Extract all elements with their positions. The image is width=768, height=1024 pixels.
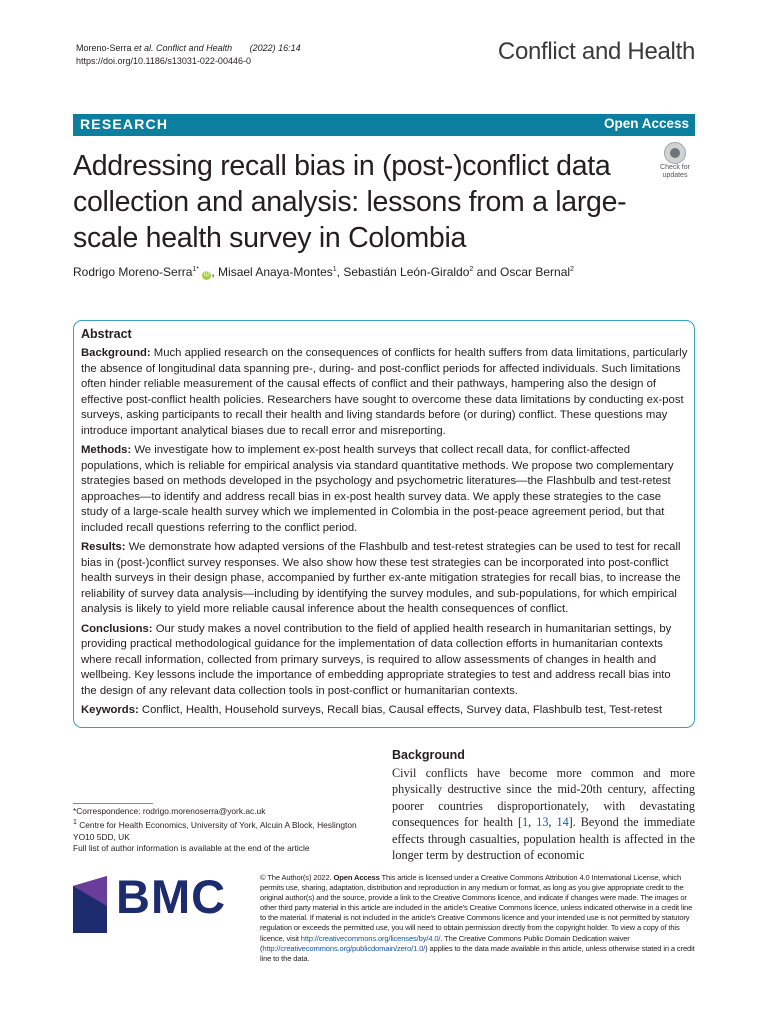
background-heading: Background — [392, 748, 465, 762]
check-updates-line1: Check for — [660, 164, 690, 171]
author-2-affil: 1 — [332, 266, 337, 273]
license-text-b: . The Creative Commons Public Domain Dedication waiver ( — [260, 933, 630, 953]
journal-name: Conflict and Health — [497, 38, 695, 65]
section-label: RESEARCH — [80, 116, 169, 132]
doi-link[interactable]: https://doi.org/10.1186/s13031-022-00446-0 — [76, 56, 251, 66]
license-open-access: Open Access — [333, 873, 380, 882]
citation-link-1[interactable]: 1 — [522, 815, 529, 830]
check-updates-text — [652, 164, 698, 180]
abstract-heading: Abstract — [81, 327, 132, 341]
check-for-updates-button[interactable] — [652, 140, 698, 182]
abstract-body — [81, 346, 688, 723]
bmc-logo-text: BMC — [116, 870, 227, 923]
methods-label: Methods: — [81, 444, 132, 456]
citation-year: (2022) 16:14 — [249, 43, 301, 53]
bmc-logo-icon — [73, 876, 107, 933]
background-text: Much applied research on the consequences of conflicts for health suffers from data limitations, particularly the absence of longitudinal data spanning pre-, during- and post-conflict periods for affected individuals. Such limitations often hinder reliable measurement of the causal effects of conflict and their pathways, hampering also the design of effective post-conflict health policies. Researchers have sought to overcome these data limitations by conducting ex-post surveys, asking participants to recall their health and living standards before (or during) conflict. These questions may introduce important analytical biases due to recall error and misreporting. — [81, 347, 688, 437]
affiliation-text: Centre for Health Economics, University of York, Alcuin A Block, Heslington YO10 5DD, UK — [73, 820, 357, 842]
author-4-affil: 2 — [570, 266, 574, 273]
background-paragraph — [392, 765, 695, 863]
affiliation-sup: 1 — [73, 819, 77, 827]
citation-line — [76, 42, 301, 55]
author-3-affil: 2 — [469, 266, 474, 273]
article-title: Addressing recall bias in (post-)conflict data collection and analysis: lessons from a large-scale health survey in Colombia — [73, 150, 627, 254]
abstract-keywords — [81, 703, 688, 719]
methods-text: We investigate how to implement ex-post health surveys that collect recall data, for conflict-affected populations, which is reliable for empirical analysis via standard quantitative methods. We propose two complementary strategies based on methods developed in the psychology and psychometric literatures—the Flashbulb and test-retest approaches—to identify and address recall bias in ex-post health survey data. We apply these strategies to the case study of a large-scale health survey which we implemented in Colombia in the post-peace agreement period, but that included recall questions referring to the conflict period. — [81, 444, 674, 534]
check-updates-line2: updates — [662, 172, 688, 179]
keywords-label: Keywords: — [81, 704, 139, 716]
correspondence-email[interactable]: *Correspondence: rodrigo.morenoserra@york.ac.uk — [73, 806, 266, 816]
author-1[interactable]: Rodrigo Moreno-Serra — [73, 265, 193, 279]
abstract-methods — [81, 443, 688, 536]
background-text-b: ]. Beyond the immediate effects through casualties, population health is affected in the longer term by destruction of economic — [392, 815, 696, 863]
abstract-conclusions — [81, 622, 688, 700]
author-list — [73, 265, 574, 280]
license-text — [260, 873, 697, 964]
conclusions-label: Conclusions: — [81, 622, 153, 635]
check-updates-icon — [664, 142, 686, 164]
license-copyright: © The Author(s) 2022. — [260, 873, 334, 882]
background-text-a: Civil conflicts have become more common and more physically destructive since the mid-20th century, affecting poorer countries disproportionately, with devastating consequences for health [ — [392, 766, 695, 830]
results-text: We demonstrate how adapted versions of the Flashbulb and test-retest strategies can be used to test for recall bias in (post-)conflict survey responses. We also show how these test strategies can be incorporated into post-conflict health surveys in their design phase, accompanied by further ex-ante mitigation strategies for recall bias, to increase the reliability of survey data analysis—including by identifying the survey modules, and sub-populations, for which empirical analysis is likely to yield more reliable causal inference about the health consequences of conflict. — [81, 541, 681, 615]
footnotes — [73, 806, 358, 854]
check-updates-icon-inner — [670, 148, 680, 158]
citation-link-13[interactable]: 13 — [536, 815, 549, 830]
abstract-background — [81, 346, 688, 439]
cc-zero-link[interactable]: http://creativecommons.org/publicdomain/zero/1.0/ — [262, 943, 426, 953]
author-4[interactable]: and Oscar Bernal — [473, 265, 571, 279]
keywords-text: Conflict, Health, Household surveys, Recall bias, Causal effects, Survey data, Flashbulb test, Test-retest — [138, 704, 663, 716]
author-3[interactable]: , Sebastián León-Giraldo — [336, 265, 470, 279]
footnote-rule — [73, 803, 153, 804]
citation-authors: Moreno-Serra — [76, 43, 135, 53]
background-label: Background: — [81, 347, 151, 359]
author-2[interactable]: , Misael Anaya-Montes — [211, 265, 333, 279]
full-author-info-note: Full list of author information is available at the end of the article — [73, 843, 310, 854]
running-header — [76, 42, 301, 68]
orcid-icon[interactable]: iD — [204, 272, 210, 278]
citation-link-14[interactable]: 14 — [556, 815, 569, 830]
cc-by-link[interactable]: http://creativecommons.org/licenses/by/4.0/ — [300, 933, 441, 943]
open-access-label: Open Access — [603, 116, 689, 131]
citation-sep-2: , — [548, 815, 557, 830]
conclusions-text: Our study makes a novel contribution to the field of applied health research in humanitarian settings, by providing practical methodological guidance for the implementation of data collection efforts in humanitarian contexts where recall information, collected from primary surveys, is required to allow assessments of changes in health and wellbeing. Key lessons include the importance of embedding appropriate strategies to test and address recall bias into the design of any relevant data collection tools in post-conflict or humanitarian contexts. — [81, 622, 672, 697]
citation-etal: et al. — [134, 43, 154, 53]
license-text-c: ) applies to the data made available in this article, unless otherwise stated in a credit line to the data. — [260, 943, 695, 963]
author-1-affil: 1* — [192, 266, 200, 273]
citation-sep-1: , — [528, 815, 537, 830]
abstract-results — [81, 540, 688, 618]
results-label: Results: — [81, 541, 126, 553]
citation-journal: Conflict and Health — [153, 43, 233, 53]
license-text-a: This article is licensed under a Creative Commons Attribution 4.0 International License, which permits use, sharing, adaptation, distribution and reproduction in any medium or format, as long as you give appropriate credit to the original author(s) and the source, provide a link to the Creative Commons licence, and indicate if changes were made. The images or other third party material in this article are included in the article's Creative Commons licence, unless indicated otherwise in a credit line to the material. If material is not included in the article's Creative Commons licence and your intended use is not permitted by statutory regulation or exceeds the permitted use, you will need to obtain permission directly from the copyright holder. To view a copy of this licence, visit — [260, 873, 693, 943]
affiliation — [73, 817, 358, 843]
